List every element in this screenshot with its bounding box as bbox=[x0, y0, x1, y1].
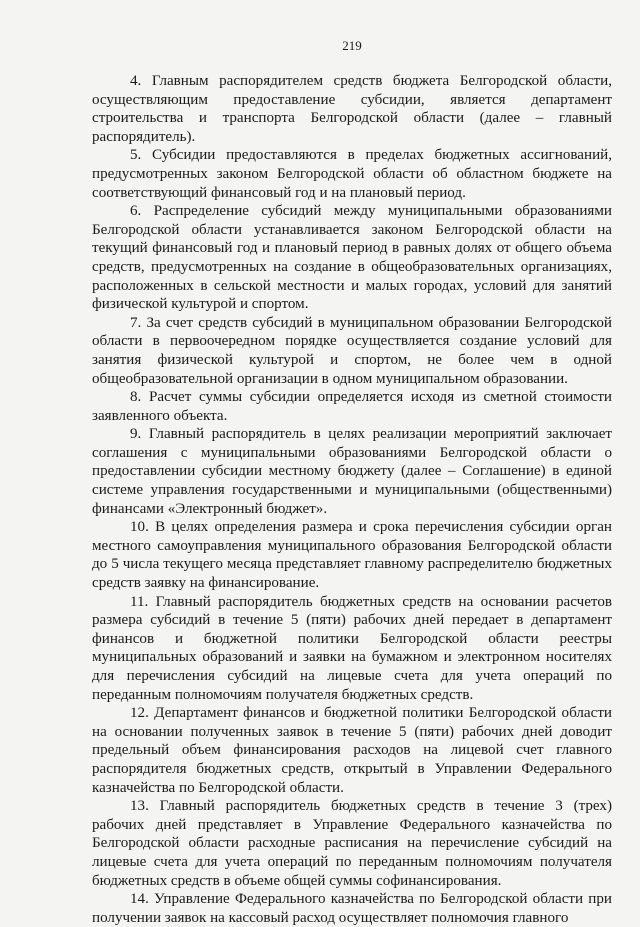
paragraph-12: 12. Департамент финансов и бюджетной политики Белгородской области на основании полученных заявок в течение 5 (пяти) рабочих дней доводит предельный объем финансирования расходов на лицевой счет главного распорядителя бюджетных средств, открытый в Управлении Федерального казначейства по Белгородской области. bbox=[92, 705, 612, 796]
paragraph-5: 5. Субсидии предоставляются в пределах бюджетных ассигнований, предусмотренных законом Белгородской области об областном бюджете на соответствующий финансовый год и на плановый период. bbox=[92, 147, 612, 201]
paragraph-11: 11. Главный распорядитель бюджетных средств на основании расчетов размера субсидий в течение 5 (пяти) рабочих дней передает в департамент финансов и бюджетной политики Белгородской области реестры муниципальных образований и заявки на бумажном и электронном носителях для перечисления субсидий на лицевые счета для учета операций по переданным полномочиям получателя бюджетных средств. bbox=[92, 593, 612, 703]
paragraph-4: 4. Главным распорядителем средств бюджета Белгородской области, осуществляющим предоставление субсидии, является департамент строительства и транспорта Белгородской области (далее – главный распорядитель). bbox=[92, 73, 612, 145]
paragraph-7: 7. За счет средств субсидий в муниципальном образовании Белгородской области в первоочередном порядке осуществляется создание условий для занятия физической культурой и спортом, не более чем в одной общеобразовательной организации в одном муниципальном образовании. bbox=[92, 314, 612, 387]
paragraph-9: 9. Главный распорядитель в целях реализации мероприятий заключает соглашения с муниципальными образованиями Белгородской области о предоставлении субсидии местному бюджету (далее – Соглашение) в единой системе управления государственными и муниципальными (общественными) финансами «Электронный бюджет». bbox=[92, 426, 612, 517]
paragraph-10: 10. В целях определения размера и срока перечисления субсидии орган местного самоуправления муниципального образования Белгородской области до 5 числа текущего месяца представляет главному распределителю бюджетных средств заявку на финансирование. bbox=[92, 519, 612, 592]
page-number: 219 bbox=[342, 38, 362, 53]
paragraph-13: 13. Главный распорядитель бюджетных средств в течение 3 (трех) рабочих дней представляет в Управление Федерального казначейства по Белгородской области расходные расписания на перечисление субсидий на лицевые счета для учета операций по переданным полномочиям получателя бюджетных средств в объеме общей суммы софинансирования. bbox=[92, 798, 612, 889]
paragraph-14: 14. Управление Федерального казначейства по Белгородской области при получении заявок на кассовый расход осуществляет полномочия главного bbox=[92, 891, 612, 926]
paragraph-6: 6. Распределение субсидий между муниципальными образованиями Белгородской области устанавливается законом Белгородской области на текущий финансовый год и плановый период в равных долях от общего объема средств, предусмотренных на создание в общеобразовательных организациях, расположенных в сельской местности и малых городах, условий для занятий физической культурой и спортом. bbox=[92, 203, 612, 313]
paragraph-8: 8. Расчет суммы субсидии определяется исходя из сметной стоимости заявленного объекта. bbox=[92, 389, 612, 424]
